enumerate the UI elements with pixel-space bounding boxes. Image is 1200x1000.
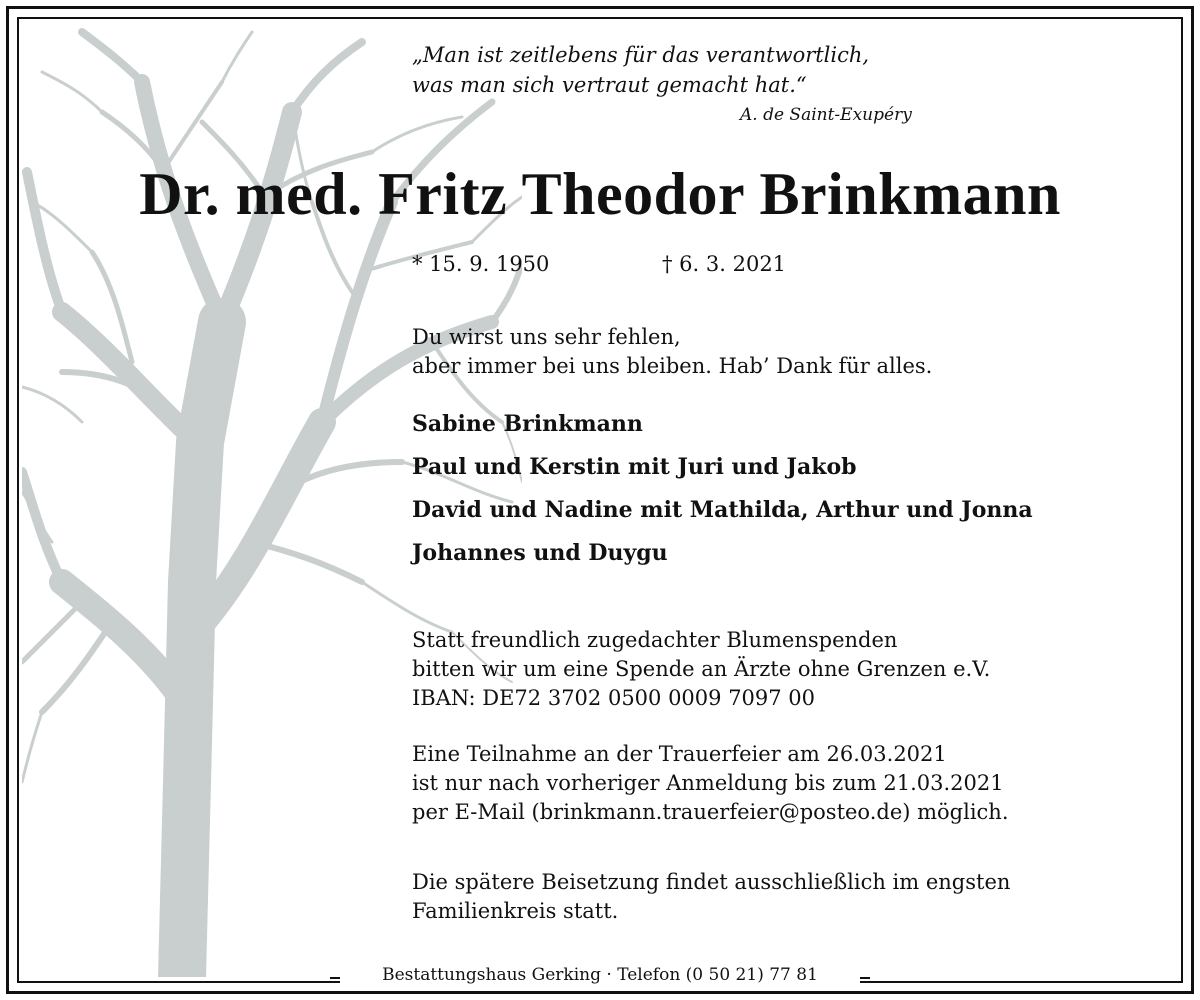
family-member: Sabine Brinkmann bbox=[412, 411, 643, 437]
ceremony-line-1: Eine Teilnahme an der Trauerfeier am 26.03.2021 bbox=[412, 742, 947, 766]
burial-notice bbox=[412, 868, 1010, 926]
donation-line-1: Statt freundlich zugedachter Blumenspenden bbox=[412, 628, 898, 652]
ceremony-line-3: per E-Mail (brinkmann.trauerfeier@posteo.de) möglich. bbox=[412, 800, 1009, 824]
ceremony-notice bbox=[412, 740, 1009, 827]
quote bbox=[412, 40, 972, 100]
message-line-1: Du wirst uns sehr fehlen, bbox=[412, 325, 681, 349]
donation-line-2: bitten wir um eine Spende an Ärzte ohne Grenzen e.V. bbox=[412, 657, 991, 681]
quote-author: A. de Saint-Exupéry bbox=[740, 105, 912, 125]
life-dates bbox=[412, 252, 787, 276]
birth-date: * 15. 9. 1950 bbox=[412, 252, 550, 276]
deceased-name: Dr. med. Fritz Theodor Brinkmann bbox=[139, 161, 1061, 227]
family-member: David und Nadine mit Mathilda, Arthur und Jonna bbox=[412, 497, 1033, 523]
family-member: Paul und Kerstin mit Juri und Jakob bbox=[412, 454, 857, 480]
farewell-message bbox=[412, 323, 932, 381]
ceremony-line-2: ist nur nach vorheriger Anmeldung bis zum 21.03.2021 bbox=[412, 771, 1004, 795]
funeral-home-footer: Bestattungshaus Gerking · Telefon (0 50 21) 77 81 bbox=[340, 965, 860, 985]
quote-line-1: „Man ist zeitlebens für das verantwortlich, bbox=[412, 43, 870, 67]
burial-line-1: Die spätere Beisetzung findet ausschließlich im engsten bbox=[412, 870, 1011, 894]
burial-line-2: Familienkreis statt. bbox=[412, 899, 619, 923]
message-line-2: aber immer bei uns bleiben. Hab’ Dank für alles. bbox=[412, 354, 933, 378]
family-list bbox=[412, 403, 1033, 575]
quote-line-2: was man sich vertraut gemacht hat.“ bbox=[412, 73, 807, 97]
death-date: † 6. 3. 2021 bbox=[662, 252, 787, 276]
family-member: Johannes und Duygu bbox=[412, 540, 668, 566]
donation-notice bbox=[412, 626, 990, 713]
donation-iban: IBAN: DE72 3702 0500 0009 7097 00 bbox=[412, 686, 816, 710]
